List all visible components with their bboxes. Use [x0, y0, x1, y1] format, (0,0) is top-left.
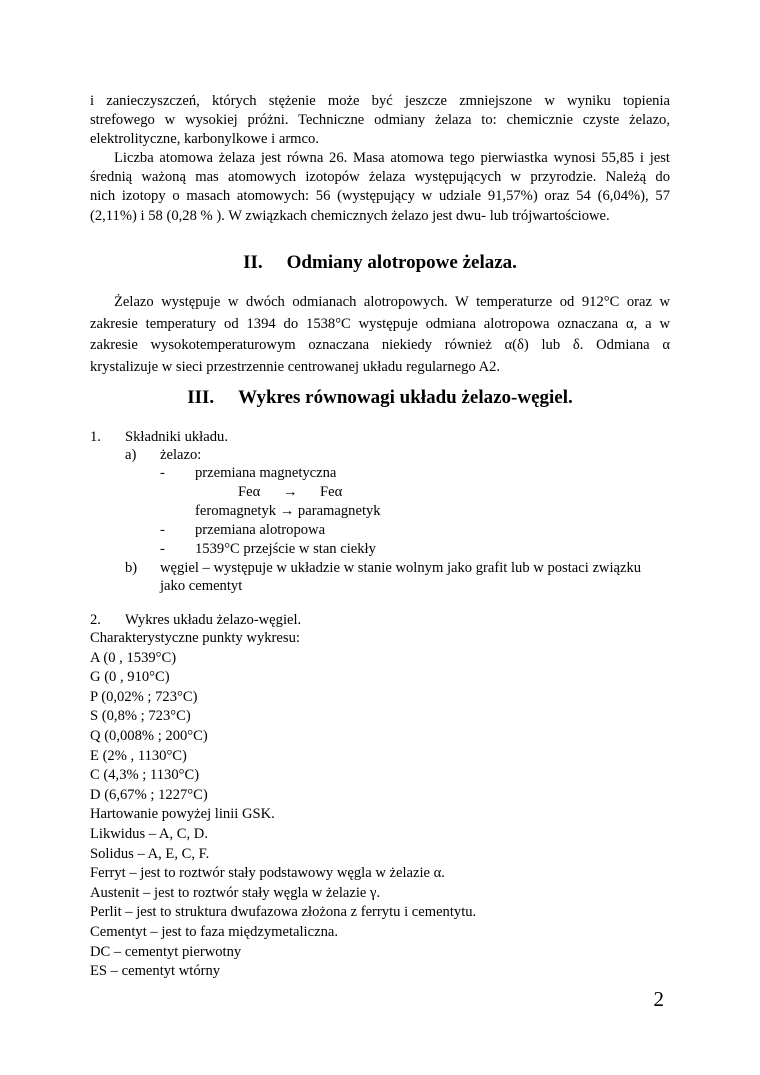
list-number: 2.: [90, 612, 101, 628]
char-line: D (6,67% ; 1227°C): [90, 786, 208, 803]
sub-label-b: b): [125, 560, 138, 576]
char-line: ES – cementyt wtórny: [90, 963, 221, 980]
char-line: C (4,3% ; 1130°C): [90, 767, 200, 784]
characteristic-points: [90, 629, 476, 982]
intro-line: elektrolityczne, karbonylkowe i armco.: [90, 131, 319, 148]
allotropic-line: zakresie temperatury od 1394 do 1538°C występuje odmiana alotropowa oznaczana α, a w: [90, 315, 670, 332]
char-line: Charakterystyczne punkty wykresu:: [90, 630, 300, 646]
intro-line: strefowego w wysokiej próżni. Techniczne odmiany żelaza to: chemicznie czyste żelazo,: [90, 112, 670, 129]
atomic-paragraph: [90, 149, 670, 226]
char-line: Q (0,008% ; 200°C): [90, 727, 208, 744]
atomic-line: średnią ważoną mas atomowych izotopów żelaza występujących w przyrodzie. Należą do: [90, 169, 670, 186]
char-line: A (0 , 1539°C): [90, 649, 177, 666]
section-3-title: Wykres równowagi układu żelazo-węgiel.: [238, 387, 573, 408]
sub-text-a: żelazo:: [160, 447, 202, 463]
dash: -: [160, 522, 165, 538]
allotropic-paragraph: [90, 292, 670, 378]
char-line: DC – cementyt pierwotny: [90, 943, 242, 960]
list-item-text: Wykres układu żelazo-węgiel.: [125, 612, 302, 628]
sub-text-b-cont: jako cementyt: [160, 578, 243, 594]
char-line: Hartowanie powyżej linii GSK.: [90, 806, 275, 823]
allotropic-line: krystalizuje w sieci przestrzennie centrowanej układu regularnego A2.: [90, 358, 501, 375]
atomic-line: (2,11%) i 58 (0,28 % ). W związkach chemicznych żelazo jest dwu- lub trójwartościowe.: [90, 207, 610, 224]
char-line: Ferryt – jest to roztwór stały podstawowy węgla w żelazie α.: [90, 865, 445, 882]
sub-label-a: a): [125, 447, 137, 463]
melting-transition: 1539°C przejście w stan ciekły: [195, 541, 376, 557]
ferro-para: feromagnetyk → paramagnetyk: [195, 503, 381, 519]
dash: -: [160, 465, 165, 481]
atomic-line: Liczba atomowa żelaza jest równa 26. Masa atomowa tego pierwiastka wynosi 55,85 i jest: [114, 150, 670, 166]
char-line: Solidus – A, E, C, F.: [90, 845, 210, 862]
char-line: Austenit – jest to roztwór stały węgla w żelazie γ.: [90, 884, 381, 901]
magnetic-transition: przemiana magnetyczna: [195, 465, 337, 481]
page-number: 2: [653, 987, 664, 1011]
sub-text-b: węgiel – występuje w układzie w stanie wolnym jako grafit lub w postaci związku: [160, 560, 642, 576]
allotropic-transition: przemiana alotropowa: [195, 522, 326, 538]
section-2-heading: [90, 252, 670, 274]
section-2-number: II.: [243, 252, 263, 273]
intro-line: i zanieczyszczeń, których stężenie może być jeszcze zmniejszone w wyniku topienia: [90, 93, 670, 109]
list-number: 1.: [90, 429, 101, 445]
atomic-line: nich izotopy o masach atomowych: 56 (występujący w udziale 91,57%) oraz 54 (6,04%), 57: [90, 188, 670, 205]
section-2-title: Odmiany alotropowe żelaza.: [286, 252, 517, 273]
char-line: G (0 , 910°C): [90, 669, 170, 686]
char-line: S (0,8% ; 723°C): [90, 708, 191, 725]
allotropic-line: Żelazo występuje w dwóch odmianach alotropowych. W temperaturze od 912°C oraz w: [114, 294, 670, 310]
intro-paragraph: [90, 92, 670, 150]
allotropic-line: zakresie wysokotemperaturowym oznaczana niekiedy również α(δ) lub δ. Odmiana α: [90, 337, 670, 353]
fe-right: Feα: [320, 484, 343, 500]
char-line: Cementyt – jest to faza międzymetaliczna.: [90, 923, 338, 940]
dash: -: [160, 541, 165, 557]
char-line: E (2% , 1130°C): [90, 747, 187, 764]
arrow: →: [283, 484, 298, 500]
char-line: P (0,02% ; 723°C): [90, 688, 198, 705]
char-line: Perlit – jest to struktura dwufazowa złożona z ferrytu i cementytu.: [90, 904, 477, 921]
fe-left: Feα: [238, 484, 261, 500]
section-3-number: III.: [187, 387, 215, 408]
section-3-heading: [90, 387, 670, 409]
list-item-text: Składniki układu.: [125, 429, 228, 445]
char-line: Likwidus – A, C, D.: [90, 825, 208, 842]
